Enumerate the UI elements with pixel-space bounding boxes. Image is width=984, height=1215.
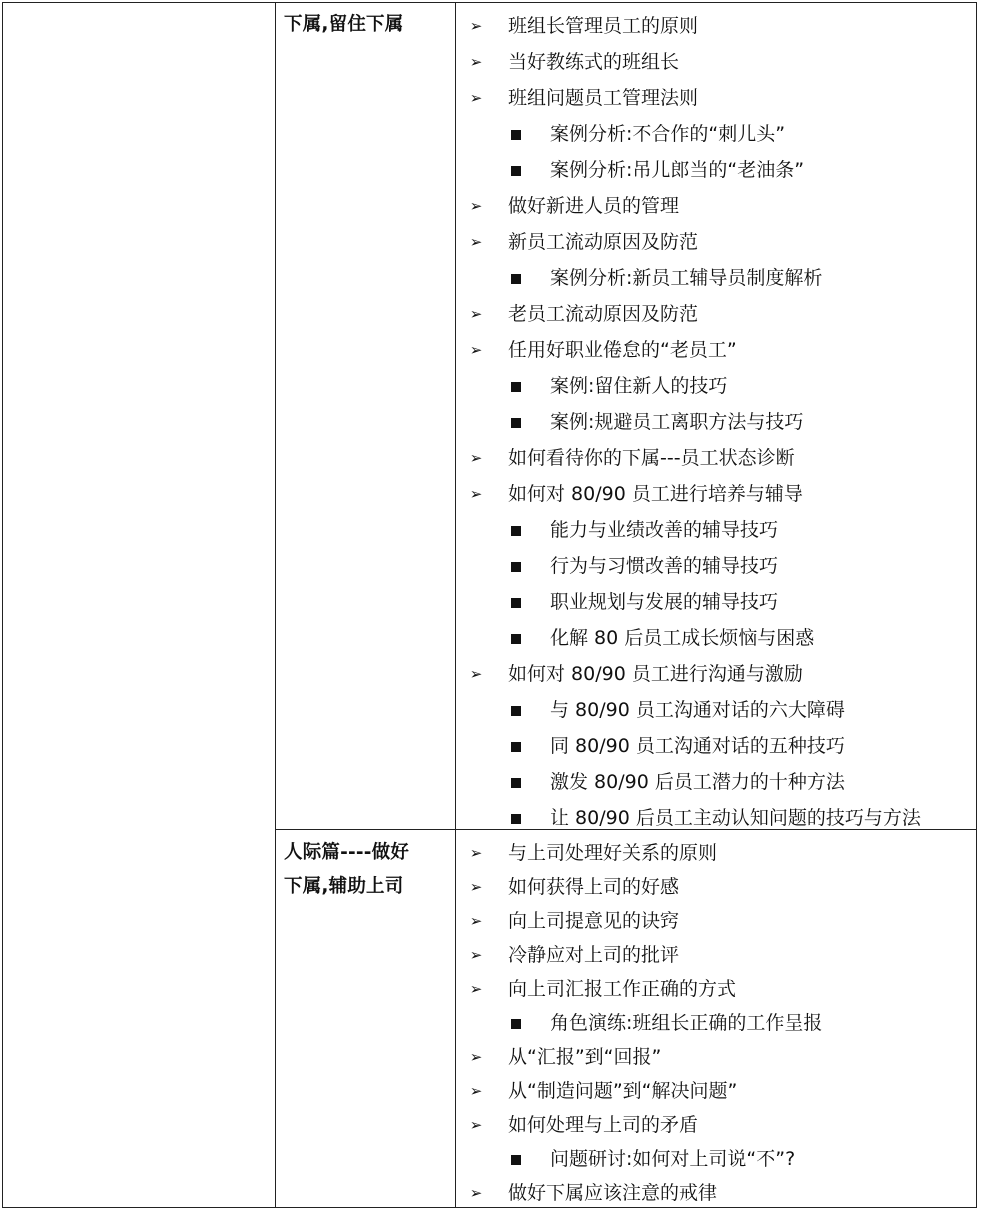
list-item — [466, 1074, 976, 1108]
list-item-text: 老员工流动原因及防范 — [508, 303, 699, 325]
square-icon — [511, 382, 521, 392]
list-item-text: 让 80/90 后员工主动认知问题的技巧与方法 — [550, 807, 921, 829]
arrow-bullet-icon: ➢ — [469, 53, 483, 71]
square-bullet-icon — [506, 764, 526, 800]
square-bullet-icon — [506, 728, 526, 764]
square-icon — [511, 274, 521, 284]
arrow-bullet-icon: ➢ — [469, 485, 483, 503]
list-item-text: 做好下属应该注意的戒律 — [508, 1182, 718, 1204]
square-bullet-icon — [506, 620, 526, 656]
sub-list-item — [466, 728, 976, 764]
section-2-category-line-2: 下属,辅助上司 — [284, 876, 404, 897]
square-icon — [511, 778, 521, 788]
arrow-bullet-icon: ➢ — [469, 449, 483, 467]
square-bullet-icon — [506, 1006, 526, 1040]
square-bullet-icon — [506, 404, 526, 440]
list-item-text: 做好新进人员的管理 — [508, 195, 680, 217]
list-item — [466, 332, 976, 368]
column-divider-2 — [455, 3, 456, 1207]
square-bullet-icon — [506, 1142, 526, 1176]
list-item-text: 如何对 80/90 员工进行培养与辅导 — [508, 483, 803, 505]
square-icon — [511, 742, 521, 752]
list-item-text: 与 80/90 员工沟通对话的六大障碍 — [550, 699, 845, 721]
list-item — [466, 870, 976, 904]
list-item-text: 职业规划与发展的辅导技巧 — [550, 591, 779, 613]
square-icon — [511, 634, 521, 644]
list-item-text: 角色演练:班组长正确的工作呈报 — [550, 1012, 823, 1034]
arrow-bullet-icon: ➢ — [469, 89, 483, 107]
list-item-text: 班组问题员工管理法则 — [508, 87, 699, 109]
square-bullet-icon — [506, 800, 526, 836]
sub-list-item — [466, 116, 976, 152]
sub-list-item — [466, 764, 976, 800]
section-2-item-list — [466, 836, 976, 1210]
square-icon — [511, 598, 521, 608]
square-icon — [511, 418, 521, 428]
column-divider-1 — [275, 3, 276, 1207]
arrow-bullet-icon: ➢ — [469, 1048, 483, 1066]
arrow-bullet-icon: ➢ — [469, 197, 483, 215]
list-item — [466, 938, 976, 972]
list-item — [466, 836, 976, 870]
list-item — [466, 296, 976, 332]
square-icon — [511, 526, 521, 536]
list-item — [466, 476, 976, 512]
list-item-text: 新员工流动原因及防范 — [508, 231, 699, 253]
list-item-text: 从“制造问题”到“解决问题” — [508, 1080, 738, 1102]
list-item-text: 案例:留住新人的技巧 — [550, 375, 728, 397]
sub-list-item — [466, 800, 976, 836]
arrow-bullet-icon: ➢ — [469, 341, 483, 359]
list-item-text: 任用好职业倦怠的“老员工” — [508, 339, 737, 361]
arrow-bullet-icon: ➢ — [469, 305, 483, 323]
list-item — [466, 80, 976, 116]
square-icon — [511, 1155, 521, 1165]
list-item-text: 班组长管理员工的原则 — [508, 15, 699, 37]
list-item — [466, 224, 976, 260]
section-2-category — [284, 836, 450, 904]
square-bullet-icon — [506, 116, 526, 152]
arrow-bullet-icon: ➢ — [469, 912, 483, 930]
sub-list-item — [466, 692, 976, 728]
list-item — [466, 1108, 976, 1142]
square-bullet-icon — [506, 548, 526, 584]
square-bullet-icon — [506, 692, 526, 728]
arrow-bullet-icon: ➢ — [469, 17, 483, 35]
list-item-text: 向上司提意见的诀窍 — [508, 910, 680, 932]
square-icon — [511, 562, 521, 572]
list-item-text: 与上司处理好关系的原则 — [508, 842, 718, 864]
list-item-text: 同 80/90 员工沟通对话的五种技巧 — [550, 735, 845, 757]
arrow-bullet-icon: ➢ — [469, 1116, 483, 1134]
list-item-text: 如何对 80/90 员工进行沟通与激励 — [508, 663, 803, 685]
sub-list-item — [466, 1006, 976, 1040]
arrow-bullet-icon: ➢ — [469, 878, 483, 896]
list-item-text: 如何获得上司的好感 — [508, 876, 680, 898]
list-item-text: 问题研讨:如何对上司说“不”? — [550, 1148, 796, 1170]
list-item-text: 案例分析:吊儿郎当的“老油条” — [550, 159, 805, 181]
arrow-bullet-icon: ➢ — [469, 844, 483, 862]
list-item — [466, 656, 976, 692]
arrow-bullet-icon: ➢ — [469, 1082, 483, 1100]
list-item — [466, 188, 976, 224]
list-item-text: 案例:规避员工离职方法与技巧 — [550, 411, 804, 433]
list-item-text: 当好教练式的班组长 — [508, 51, 680, 73]
square-bullet-icon — [506, 368, 526, 404]
list-item-text: 案例分析:不合作的“刺儿头” — [550, 123, 786, 145]
square-bullet-icon — [506, 512, 526, 548]
list-item — [466, 8, 976, 44]
arrow-bullet-icon: ➢ — [469, 980, 483, 998]
sub-list-item — [466, 368, 976, 404]
sub-list-item — [466, 260, 976, 296]
list-item — [466, 1176, 976, 1210]
square-icon — [511, 706, 521, 716]
square-icon — [511, 814, 521, 824]
list-item-text: 向上司汇报工作正确的方式 — [508, 978, 737, 1000]
list-item-text: 如何看待你的下属---员工状态诊断 — [508, 447, 795, 469]
list-item-text: 行为与习惯改善的辅导技巧 — [550, 555, 779, 577]
list-item — [466, 904, 976, 938]
list-item-text: 案例分析:新员工辅导员制度解析 — [550, 267, 823, 289]
list-item — [466, 440, 976, 476]
square-icon — [511, 130, 521, 140]
arrow-bullet-icon: ➢ — [469, 1184, 483, 1202]
sub-list-item — [466, 584, 976, 620]
sub-list-item — [466, 152, 976, 188]
arrow-bullet-icon: ➢ — [469, 233, 483, 251]
sub-list-item — [466, 404, 976, 440]
square-icon — [511, 166, 521, 176]
section-1-item-list — [466, 8, 976, 836]
sub-list-item — [466, 548, 976, 584]
list-item-text: 能力与业绩改善的辅导技巧 — [550, 519, 779, 541]
arrow-bullet-icon: ➢ — [469, 946, 483, 964]
list-item-text: 化解 80 后员工成长烦恼与困惑 — [550, 627, 815, 649]
list-item-text: 从“汇报”到“回报” — [508, 1046, 662, 1068]
list-item — [466, 972, 976, 1006]
square-bullet-icon — [506, 260, 526, 296]
sub-list-item — [466, 620, 976, 656]
list-item — [466, 1040, 976, 1074]
section-1-category: 下属,留住下属 — [284, 14, 404, 35]
section-2-category-line-1: 人际篇----做好 — [284, 842, 410, 863]
list-item-text: 冷静应对上司的批评 — [508, 944, 680, 966]
arrow-bullet-icon: ➢ — [469, 665, 483, 683]
square-icon — [511, 1019, 521, 1029]
sub-list-item — [466, 1142, 976, 1176]
list-item — [466, 44, 976, 80]
square-bullet-icon — [506, 152, 526, 188]
list-item-text: 激发 80/90 后员工潜力的十种方法 — [550, 771, 845, 793]
list-item-text: 如何处理与上司的矛盾 — [508, 1114, 699, 1136]
sub-list-item — [466, 512, 976, 548]
square-bullet-icon — [506, 584, 526, 620]
